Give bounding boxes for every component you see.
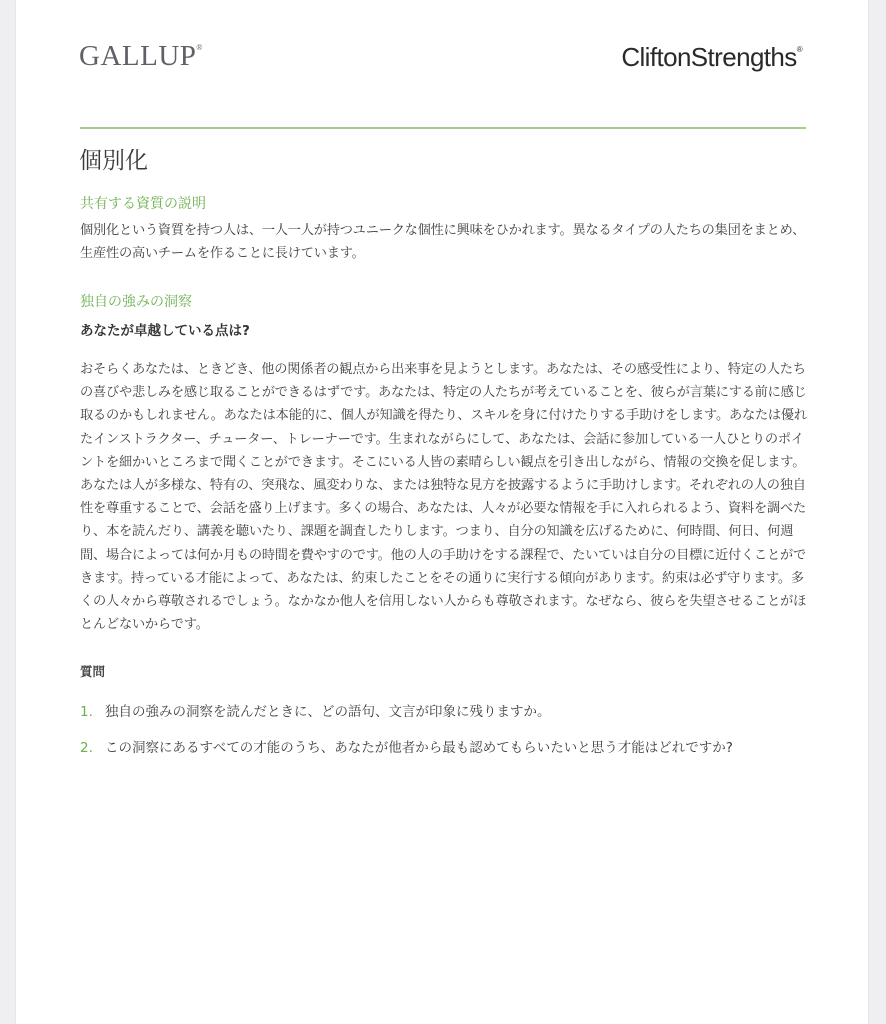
- cliftonstrengths-logo: CliftonStrengths®: [621, 42, 802, 72]
- gallup-logo: GALLUP®: [79, 40, 203, 72]
- insights-question: あなたが卓越している点は?: [80, 323, 250, 339]
- questions-label: 質問: [80, 664, 106, 679]
- question-number: 2.: [80, 740, 93, 756]
- insights-heading: 独自の強みの洞察: [80, 294, 192, 310]
- shared-description-text: 個別化という資質を持つ人は、一人一人が持つユニークな個性に興味をひかれます。異なるタイプの人たちの集団をまとめ、生産性の高いチームを作ることに長けています。: [80, 223, 806, 262]
- question-item: [80, 700, 551, 720]
- header-divider: [80, 127, 806, 129]
- question-text: 独自の強みの洞察を読んだときに、どの語句、文言が印象に残りますか。: [105, 704, 551, 720]
- question-text: この洞察にあるすべての才能のうち、あなたが他者から最も認めてもらいたいと思う才能はどれですか?: [105, 740, 733, 756]
- shared-description-heading: 共有する資質の説明: [80, 196, 206, 212]
- question-number: 1.: [80, 704, 93, 720]
- insights-text: おそらくあなたは、ときどき、他の関係者の観点から出来事を見ようとします。あなたは、その感受性により、特定の人たちの喜びや悲しみを感じ取ることができるはずです。あなたは、特定の人たちが考えていることを、彼らが言葉にする前に感じ取るのかもしれません。あなたは本能的に、個人が知識を得たり、スキルを身に付けたりする手助けをします。あなたは優れたインストラクター、チューター、トレーナーです。生まれながらにして、あなたは、会話に参加している一人ひとりのポイントを細かいところまで聞くことができます。そこにいる人皆の素晴らしい観点を引き出しながら、情報の交換を促します。あなたは人が多様な、特有の、突飛な、風変わりな、または独特な見方を披露するように手助けします。それぞれの人の独自性を尊重することで、会話を盛り上げます。多くの場合、あなたは、人々が必要な情報を手に入れられるよう、資料を調べたり、本を読んだり、講義を聴いたり、課題を調査したりします。つまり、自分の知識を広げるために、何時間、何日、何週間、場合によっては何か月もの時間を費やすのです。他の人の手助けをする課程で、たいていは自分の目標に近付くことができます。持っている才能によって、あなたは、約束したことをその通りに実行する傾向があります。約束は必ず守ります。多くの人々から尊敬されるでしょう。なかなか他人を信用しない人からも尊敬されます。なぜなら、彼らを失望させることがほとんどないからです。: [80, 362, 807, 633]
- theme-title: 個別化: [79, 148, 148, 174]
- report-page: [16, 0, 868, 1024]
- question-item: [80, 736, 733, 756]
